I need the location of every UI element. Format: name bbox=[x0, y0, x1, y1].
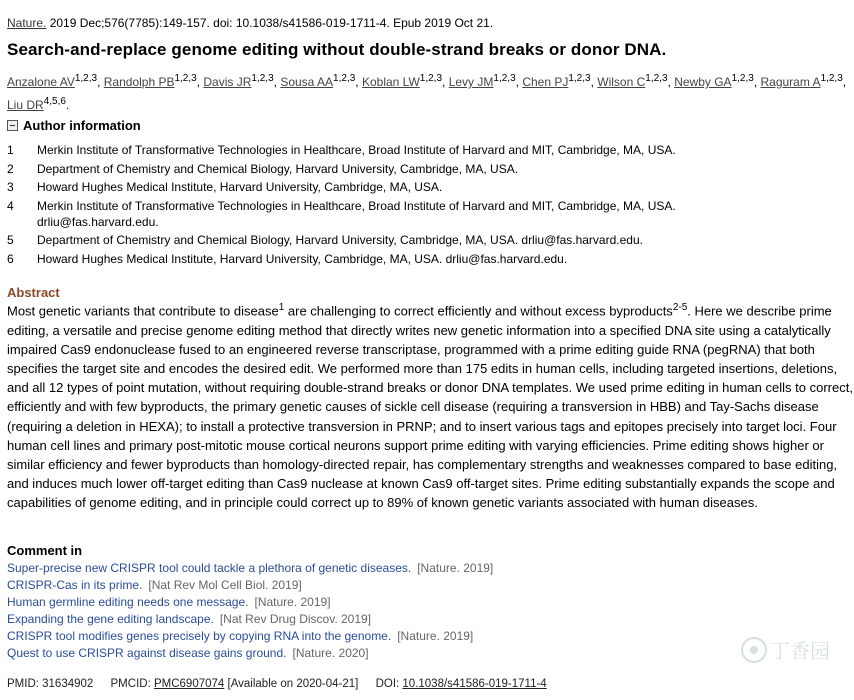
pmcid-link[interactable]: PMC6907074 bbox=[153, 678, 225, 690]
svg-text:丁香园: 丁香园 bbox=[770, 639, 830, 663]
comment-link[interactable]: Human germline editing needs one message. [Nature. 2019] bbox=[7, 595, 331, 609]
author-info-toggle[interactable] bbox=[7, 118, 141, 133]
author-link[interactable]: Chen PJ$^{1,2,3}$ bbox=[522, 73, 591, 89]
collapse-icon[interactable] bbox=[7, 120, 18, 131]
author-link[interactable]: Raguram A$^{1,2,3}$ bbox=[760, 73, 843, 89]
citation-line bbox=[7, 16, 493, 30]
watermark-icon bbox=[740, 622, 836, 682]
comment-link[interactable]: Super-precise new CRISPR tool could tackle a plethora of genetic diseases. [Nature. 2019] bbox=[7, 561, 494, 575]
comment-link[interactable]: CRISPR-Cas in its prime. [Nat Rev Mol Cell Biol. 2019] bbox=[7, 578, 302, 592]
author-link[interactable]: Sousa AA$^{1,2,3}$ bbox=[280, 73, 356, 89]
author-link[interactable]: Randolph PB$^{1,2,3}$ bbox=[103, 73, 197, 89]
abstract-text: Most genetic variants that contribute to disease$^1$ are challenging to correct efficiently and without excess byproducts$^{2-5}$. Here we describe prime editing, a versatile and precise genome editing method that directly writes new genetic information into a specified DNA site using a catalytically impaired Cas9 endonuclease fused to an engineered reverse transcriptase, programmed with a prime editing guide RNA (pegRNA) that both specifies the target site and encodes the desired edit. We performed more than 175 edits in human cells, including targeted insertions, deletions, and all 12 types of point mutation, without requiring double-strand breaks or donor DNA templates. We used prime editing in human cells to correct, efficiently and with few byproducts, the primary genetic causes of sickle cell disease (requiring a transversion in HBB) and Tay-Sachs disease (requiring a deletion in HEXA); to install a protective transversion in PRNP; and to insert various tags and epitopes precisely into target loci. Four human cell lines and primary post-mitotic mouse cortical neurons support prime editing with varying efficiencies. Prime editing shows higher or similar efficiency and fewer byproducts than homology-directed repair, has complementary strengths and weaknesses compared to base editing, and induces much lower off-target editing than Cas9 nuclease at known Cas9 off-target sites. Prime editing substantially expands the scope and capabilities of genome editing, and in principle could correct up to 89% of known genetic variants associated with human diseases. bbox=[7, 302, 853, 511]
journal-link[interactable]: Nature. bbox=[7, 16, 47, 30]
pmc-availability: [Available on 2020-04-21] bbox=[227, 678, 359, 690]
author-link[interactable]: Davis JR$^{1,2,3}$ bbox=[203, 73, 274, 89]
doi-link[interactable]: 10.1038/s41586-019-1711-4 bbox=[402, 678, 547, 690]
author-link[interactable]: Newby GA$^{1,2,3}$ bbox=[674, 73, 754, 89]
doi-label: DOI: bbox=[375, 678, 400, 690]
comment-in-heading: Comment in bbox=[7, 543, 83, 558]
comment-link[interactable]: Expanding the gene editing landscape. [Nat Rev Drug Discov. 2019] bbox=[7, 612, 372, 626]
pmcid-label: PMCID: bbox=[110, 678, 151, 690]
author-list: Anzalone AV$^{1,2,3}$, Randolph PB$^{1,2,3}$, Davis JR$^{1,2,3}$, Sousa AA$^{1,2,3}$, Koblan LW$^{1,2,3}$, Levy JM$^{1,2,3}$, Chen PJ$^{1,2,3}$, Wilson C$^{1,2,3}$, Newby GA$^{1,2,3}$, Raguram A$^{1,2,3}$, Liu DR$^{4,5,6}$. bbox=[7, 73, 847, 112]
author-link[interactable]: Wilson C$^{1,2,3}$ bbox=[597, 73, 668, 89]
author-link[interactable]: Liu DR$^{4,5,6}$ bbox=[7, 96, 66, 112]
footer-ids bbox=[7, 678, 547, 690]
abstract-heading: Abstract bbox=[7, 285, 60, 300]
author-link[interactable]: Anzalone AV$^{1,2,3}$ bbox=[7, 73, 98, 89]
comment-in-list bbox=[7, 560, 493, 662]
comment-link[interactable]: CRISPR tool modifies genes precisely by copying RNA into the genome. [Nature. 2019] bbox=[7, 629, 474, 643]
pmid: PMID: 31634902 bbox=[7, 678, 94, 690]
reference-link[interactable]: 1 bbox=[278, 302, 285, 313]
citation-details: 2019 Dec;576(7785):149-157. doi: 10.1038/s41586-019-1711-4. Epub 2019 Oct 21. bbox=[49, 16, 494, 30]
article-title: Search-and-replace genome editing without double-strand breaks or donor DNA. bbox=[7, 40, 667, 59]
author-link[interactable]: Koblan LW$^{1,2,3}$ bbox=[361, 73, 443, 89]
author-info-heading: Author information bbox=[23, 118, 141, 133]
author-link[interactable]: Levy JM$^{1,2,3}$ bbox=[448, 73, 516, 89]
reference-link[interactable]: 2-5 bbox=[672, 302, 688, 313]
comment-link[interactable]: Quest to use CRISPR against disease gains ground. [Nature. 2020] bbox=[7, 646, 369, 660]
watermark-logo bbox=[740, 622, 836, 682]
